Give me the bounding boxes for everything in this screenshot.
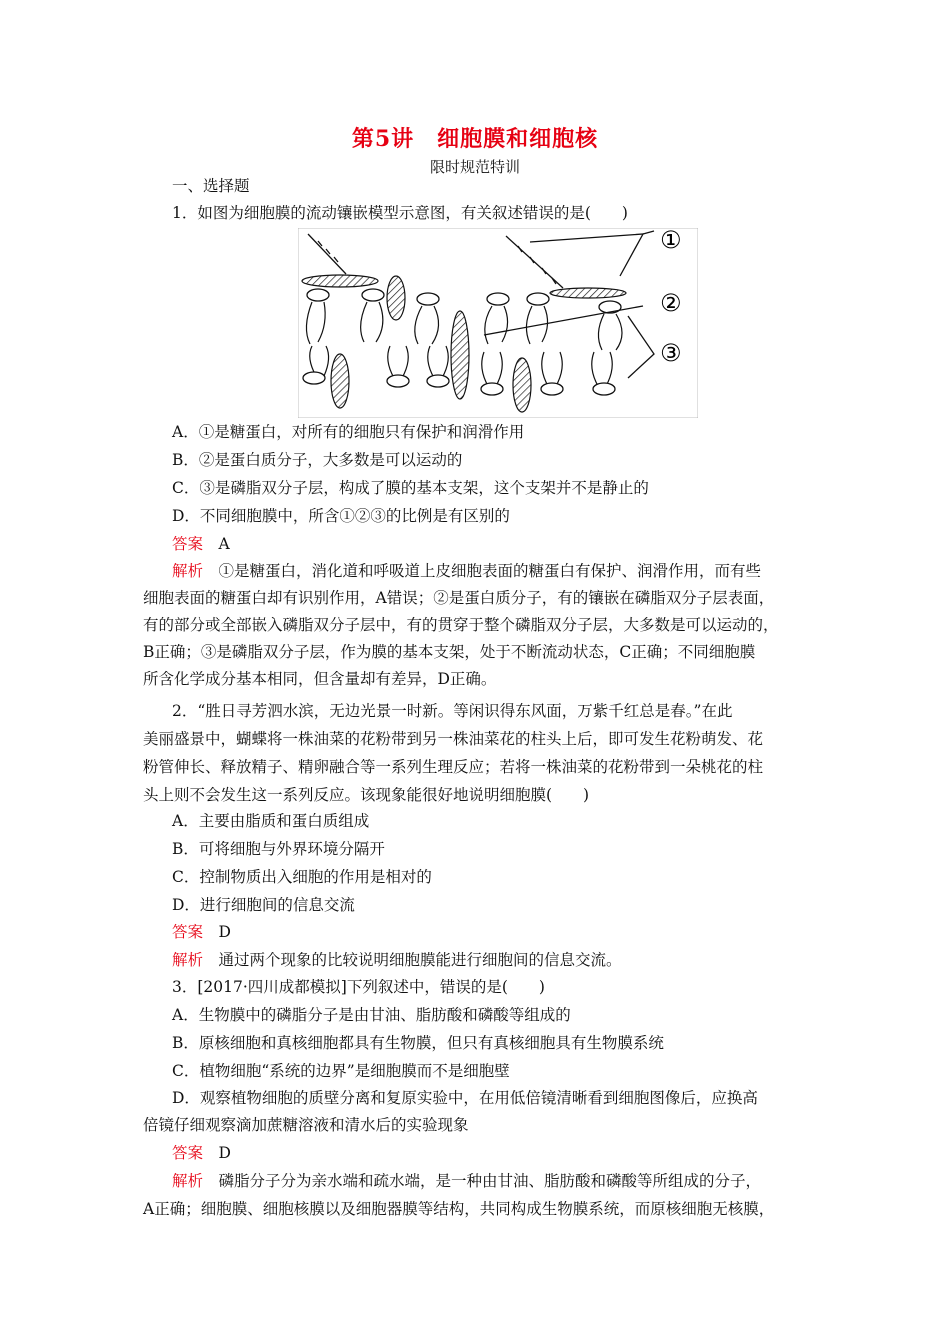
q3-stem: 3．[2017·四川成都模拟]下列叙述中，错误的是( ): [172, 978, 545, 996]
membrane-model-figure: [298, 228, 698, 418]
q1-analysis-line-3: 有的部分或全部嵌入磷脂双分子层中，有的贯穿于整个磷脂双分子层，大多数是可以运动的，: [143, 616, 779, 634]
q2-option-a: A．主要由脂质和蛋白质组成: [172, 812, 370, 830]
analysis-label: 解析: [172, 562, 204, 580]
figure-label-3: ③: [660, 339, 682, 367]
answer-value: D: [218, 923, 231, 941]
analysis-label: 解析: [172, 951, 204, 969]
answer-label: 答案: [172, 923, 204, 941]
q2-stem-line-2: 美丽盛景中，蝴蝶将一株油菜的花粉带到另一株油菜花的柱头上后，即可发生花粉萌发、花: [143, 730, 764, 748]
analysis-label: 解析: [172, 1172, 204, 1190]
page-title: 第5讲 细胞膜和细胞核: [351, 126, 599, 152]
answer-value: D: [218, 1144, 231, 1162]
q2-stem-line-4: 头上则不会发生这一系列反应。该现象能很好地说明细胞膜( ): [143, 786, 590, 804]
q1-analysis-line-2: 细胞表面的糖蛋白却有识别作用，A错误；②是蛋白质分子，有的镶嵌在磷脂双分子层表面，: [143, 589, 775, 607]
q3-answer: [172, 1143, 231, 1163]
q1-option-d: D．不同细胞膜中，所含①②③的比例是有区别的: [172, 507, 510, 525]
q3-option-d: D．观察植物细胞的质壁分离和复原实验中，在用低倍镜清晰看到细胞图像后，应换高: [172, 1089, 758, 1107]
q3-option-b: B．原核细胞和真核细胞都具有生物膜，但只有真核细胞具有生物膜系统: [172, 1034, 664, 1052]
q1-analysis-line-4: B正确；③是磷脂双分子层，作为膜的基本支架，处于不断流动状态，C正确；不同细胞膜: [143, 643, 756, 661]
q2-stem-line-3: 粉管伸长、释放精子、精卵融合等一系列生理反应；若将一株油菜的花粉带到一朵桃花的柱: [143, 758, 764, 776]
answer-label: 答案: [172, 535, 204, 553]
q3-analysis-line-2: A正确；细胞膜、细胞核膜以及细胞器膜等结构，共同构成生物膜系统，而原核细胞无核膜，: [143, 1200, 775, 1218]
section-heading: 一、选择题: [172, 177, 250, 195]
q2-option-c: C．控制物质出入细胞的作用是相对的: [172, 868, 432, 886]
page-subtitle: 限时规范特训: [429, 158, 520, 176]
q2-option-d: D．进行细胞间的信息交流: [172, 896, 355, 914]
q1-analysis-line-1: 解析 ①是糖蛋白，消化道和呼吸道上皮细胞表面的糖蛋白有保护、润滑作用，而有些: [172, 562, 762, 580]
q2-answer: [172, 922, 231, 942]
q3-option-c: C．植物细胞“系统的边界”是细胞膜而不是细胞壁: [172, 1062, 510, 1080]
q2-option-b: B．可将细胞与外界环境分隔开: [172, 840, 385, 858]
q3-option-d-cont: 倍镜仔细观察滴加蔗糖溶液和清水后的实验现象: [143, 1116, 469, 1134]
q1-answer: [172, 534, 230, 554]
q1-option-b: B．②是蛋白质分子，大多数是可以运动的: [172, 451, 463, 469]
q2-stem-line-1: 2．“胜日寻芳泗水滨，无边光景一时新。等闲识得东风面，万紫千红总是春。”在此: [172, 702, 733, 720]
q1-option-c: C．③是磷脂双分子层，构成了膜的基本支架，这个支架并不是静止的: [172, 479, 649, 497]
q1-analysis-line-5: 所含化学成分基本相同，但含量却有差异，D正确。: [143, 670, 497, 688]
answer-value: A: [218, 535, 230, 553]
q1-option-a: A．①是糖蛋白，对所有的细胞只有保护和润滑作用: [172, 423, 525, 441]
figure-label-2: ②: [660, 289, 682, 317]
answer-label: 答案: [172, 1144, 204, 1162]
q1-stem: 1．如图为细胞膜的流动镶嵌模型示意图，有关叙述错误的是( ): [172, 204, 628, 222]
q2-analysis: 解析 通过两个现象的比较说明细胞膜能进行细胞间的信息交流。: [172, 951, 622, 969]
figure-label-1: ①: [660, 228, 682, 254]
q3-option-a: A．生物膜中的磷脂分子是由甘油、脂肪酸和磷酸等组成的: [172, 1006, 571, 1024]
q3-analysis-line-1: 解析 磷脂分子分为亲水端和疏水端，是一种由甘油、脂肪酸和磷酸等所组成的分子，: [172, 1172, 762, 1190]
